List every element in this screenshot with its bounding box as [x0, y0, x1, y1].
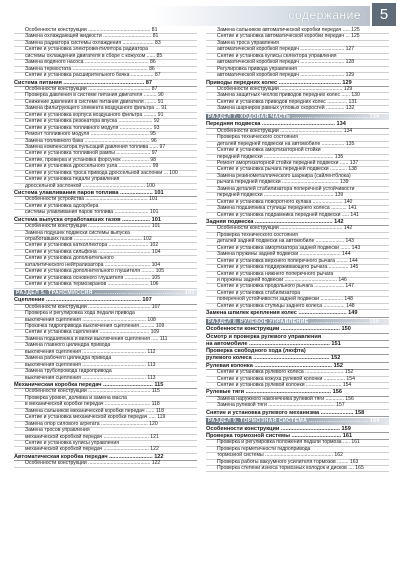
toc-chapter-entry: Рулевая колонка .................................................. 152: [206, 363, 389, 370]
toc-chapter-entry: на автомобиле .................................................... 151: [206, 341, 389, 348]
toc-entry: Особенности конструкции ............................................ 107: [14, 305, 197, 311]
toc-entry: Замена пружины задней подвески ............................. 144: [206, 252, 389, 258]
toc-entry: Снятие и установка расширительного бачка ................ 87: [14, 73, 197, 79]
toc-entry: Снятие, проверка и установка форсунок ................... 98: [14, 158, 197, 164]
toc-entry: Замена шарниров равных угловых скоростей ............. 132: [206, 106, 389, 112]
toc-entry: Особенности конструкции ............................................ 81: [14, 28, 197, 34]
toc-entry: Замена термостата ..................................................... 86: [14, 67, 197, 73]
toc-entry: механической коробкой передач ................................ 121: [14, 435, 197, 441]
section-heading: РАЗДЕЛ 9. ТОРМОЗНАЯ СИСТЕМА ................................ 159: [206, 418, 389, 425]
toc-entry: тормозной системы ................................................ 162: [206, 453, 389, 459]
toc-entry: Проверка уровня, доливка и замена масла: [14, 396, 197, 402]
toc-entry: Проверка степени износа тормозных колодок и дисков .... 165: [206, 466, 389, 472]
toc-entry: Снятие и установка ступицы заднего колеса ............... 148: [206, 304, 389, 310]
toc-entry: Снятие и установка топливной рампы ........................ 97: [14, 151, 197, 157]
toc-entry: Замена рулевой тяги ............................................... 157: [206, 403, 389, 409]
toc-entry: Снятие и установка продольного рычага ..................... 147: [206, 284, 389, 290]
toc-entry: Снятие и установка термоэкранов ............................. 106: [14, 282, 197, 288]
toc-entry: Особенности конструкции ............................................ 134: [206, 129, 389, 135]
toc-entry: передней подвески ................................................. 135: [206, 155, 389, 161]
toc-entry: Снятие и установка кожуха рулевой колонки ............... 154: [206, 377, 389, 383]
toc-entry: рычага передней подвески ........................................ 139: [206, 180, 389, 186]
toc-entry: Замена трубопровода гидропривода: [14, 369, 197, 375]
toc-entry: выключения сцепления ............................................. 112: [14, 350, 197, 356]
toc-entry: Снятие и установка дроссельного узла ....................... 99: [14, 164, 197, 170]
toc-entry: Замена водяного насоса ............................................. 86: [14, 60, 197, 66]
toc-entry: Проверка давления в системе питания двигателя ......... 90: [14, 93, 197, 99]
toc-chapter-entry: Система улавливания паров топлива ..................... 101: [14, 190, 197, 197]
toc-chapter-entry: Автоматическая коробка передач ............................ 122: [14, 454, 197, 461]
section-heading: РАЗДЕЛ 7. ХОДОВАЯ ЧАСТЬ ......................................... 134: [206, 114, 389, 121]
toc-chapter-entry: Особенности конструкции ...................................... 159: [206, 426, 389, 433]
toc-entry: Ремонт топливного модуля ......................................... 95: [14, 132, 197, 138]
toc-entry: Проверка и регулировка хода педали привода: [14, 311, 197, 317]
toc-entry: Замена защитных чехлов приводов передних колес ...... 130: [206, 93, 389, 99]
toc-right-column: [206, 28, 389, 472]
toc-entry: Проверка и регулировка положения педали тормоза ..... 161: [206, 440, 389, 446]
toc-entry: механической коробкой передач ................................ 122: [14, 447, 197, 453]
toc-entry: Замена сальников автоматической коробки передач ..... 125: [206, 28, 389, 34]
toc-entry: Снятие и установка катколлектора ............................ 102: [14, 243, 197, 249]
toc-entry: Прокачка гидропривода выключения сцепления .......... 109: [14, 324, 197, 330]
toc-entry: Ремонт амортизаторной стойки передней подвески ...... 137: [206, 161, 389, 167]
toc-chapter-entry: Особенности конструкции ...................................... 150: [206, 326, 389, 333]
toc-entry: Замена рабочего цилиндра привода: [14, 356, 197, 362]
toc-entry: Замена подшипника ступицы переднего колеса ........... 141: [206, 206, 389, 212]
toc-entry: поперечной устойчивости задней подвески ................ 148: [206, 297, 389, 303]
toc-chapter-entry: Проверка свободного хода (люфта): [206, 348, 389, 355]
toc-entry: каталитического нейтрализатора ................................ 104: [14, 263, 197, 269]
toc-entry: Проверка герметичности гидропривода: [206, 447, 389, 453]
toc-entry: Снятие и установка сцепления ................................... 109: [14, 330, 197, 336]
toc-entry: Снятие и установка поддерживающего рычага .............. 145: [206, 265, 389, 271]
toc-chapter-entry: Замена шпилек крепления колес ............................... 149: [206, 310, 389, 317]
toc-chapter-entry: Проверка тормозной системы ................................ 161: [206, 433, 389, 440]
toc-entry: Особенности конструкции ............................................ 101: [14, 224, 197, 230]
toc-entry: Замена наружного наконечника рулевой тяги ............. 156: [206, 397, 389, 403]
toc-entry: Особенности конструкции ............................................ 115: [14, 389, 197, 395]
toc-entry: деталей задней подвески на автомобиле .................... 143: [206, 239, 389, 245]
toc-entry: Замена радиатора системы охлаждения ...................... 83: [14, 41, 197, 47]
toc-entry: Снятие и установка верхнего поперечного рычага ........ 144: [206, 259, 389, 265]
toc-entry: Снятие и установка рулевого колеса ........................... 152: [206, 370, 389, 376]
toc-entry: Проверка технического состояния: [206, 135, 389, 141]
toc-entry: Снятие и установка резонатора впуска ........................ 92: [14, 119, 197, 125]
toc-chapter-entry: Система питания .................................................... 87: [14, 80, 197, 87]
section-heading: РАЗДЕЛ 5. ТРАНСМИССИЯ ................................................ 107: [14, 290, 197, 297]
toc-entry: Снятие и установка нижнего поперечного рычага: [206, 272, 389, 278]
toc-chapter-entry: Осмотр и проверка рулевого управления: [206, 334, 389, 341]
toc-entry: системы улавливания паров топлива ........................ 101: [14, 210, 197, 216]
toc-entry: Снятие и установка кулисы селектора управления: [206, 54, 389, 60]
toc-entry: Снятие и установка корпуса воздушного фильтра ......... 91: [14, 113, 197, 119]
toc-entry: Снятие и установка поворотного кулака ..................... 140: [206, 200, 389, 206]
toc-entry: Снятие и установка основного глушителя .................. 105: [14, 276, 197, 282]
toc-entry: автоматической коробкой передач ............................... 128: [206, 60, 389, 66]
toc-entry: Снятие и установка приводов передних колес .............. 131: [206, 100, 389, 106]
toc-entry: Снятие и установка электровентилятора радиатора: [14, 47, 197, 53]
toc-entry: Снятие и установка дополнительного глушителя ......... 105: [14, 269, 197, 275]
toc-entry: выключения сцепления ............................................. 108: [14, 318, 197, 324]
toc-entry: Замена опор силового агрегата ................................. 120: [14, 422, 197, 428]
toc-entry: Снятие и установка стабилизатора: [206, 291, 389, 297]
toc-entry: Снятие и установка автоматической коробки передач ... 125: [206, 34, 389, 40]
toc-entry: Замена деталей стабилизатора поперечной устойчивости: [206, 187, 389, 193]
toc-entry: Снятие и установка адсорбера: [14, 204, 197, 210]
toc-entry: в механической коробке передач ................................ 118: [14, 402, 197, 408]
toc-chapter-entry: Рулевые тяги ....................................................... 156: [206, 389, 389, 396]
toc-entry: дроссельной заслонкой ............................................ 100: [14, 184, 197, 190]
toc-chapter-entry: Механическая коробка передач ................................ 115: [14, 382, 197, 389]
toc-entry: Особенности конструкции ............................................ 142: [206, 226, 389, 232]
toc-entry: Снятие и установка амортизатора задней подвески ....... 143: [206, 246, 389, 252]
toc-entry: Снижение давления в системе питания двигателя ........ 91: [14, 100, 197, 106]
toc-entry: выключения сцепления ............................................. 113: [14, 363, 197, 369]
toc-entry: и пружины задней подвески ..................................... 146: [206, 278, 389, 284]
toc-entry: Снятие и установка кулисы управления: [14, 441, 197, 447]
toc-entry: Проверка работы вакуумного усилителя тормозов ........ 163: [206, 460, 389, 466]
toc-entry: Снятие и установка подрамника передней подвески ..... 141: [206, 213, 389, 219]
toc-entry: Замена резинометаллического шарнира (сайлентблока): [206, 174, 389, 180]
page-header: [0, 0, 409, 26]
page-number: 5: [372, 3, 396, 26]
toc-entry: Снятие и установка педали управления: [14, 177, 197, 183]
toc-chapter-entry: Задняя подвеска .................................................. 142: [206, 219, 389, 226]
toc-chapter-entry: рулевого колеса ................................................. 152: [206, 355, 389, 362]
toc-entry: Замена топливного бака .............................................. 96: [14, 139, 197, 145]
toc-entry: Замена фильтрующего элемента воздушного фильтра ... 91: [14, 106, 197, 112]
toc-entry: деталей передней подвески на автомобиле ................ 135: [206, 142, 389, 148]
toc-left-column: [14, 28, 197, 468]
toc-entry: Замена подушек подвески системы выпуска: [14, 231, 197, 237]
toc-entry: передней подвески ................................................. 139: [206, 193, 389, 199]
toc-entry: Проверка технического состояния: [206, 233, 389, 239]
toc-entry: системы охлаждения двигателя в сборе с кожухом ...... 85: [14, 54, 197, 60]
toc-entry: Регулировка привода управления: [206, 67, 389, 73]
page-title: содержание: [288, 8, 361, 22]
toc-entry: автоматической коробкой передач ............................... 127: [206, 47, 389, 53]
toc-entry: Особенности конструкции ............................................ 122: [14, 461, 197, 467]
toc-chapter-entry: Сцепление ............................................................. 107: [14, 297, 197, 304]
toc-chapter-entry: Передняя подвеска ............................................... 134: [206, 121, 389, 128]
toc-chapter-entry: Система выпуска отработавших газов .................. 101: [14, 217, 197, 224]
toc-entry: Снятие и установка рулевой колонки ......................... 154: [206, 383, 389, 389]
toc-entry: Особенности конструкции ............................................ 87: [14, 87, 197, 93]
toc-entry: отработавших газов ................................................ 102: [14, 237, 197, 243]
toc-entry: Снятие и установка сильфона ..................................... 104: [14, 250, 197, 256]
toc-chapter-entry: Снятие и установка рулевого механизма ..................... 158: [206, 410, 389, 417]
toc-entry: Замена компенсатора пульсаций давления топлива ...... 97: [14, 145, 197, 151]
toc-entry: Особенности устройства ............................................ 101: [14, 197, 197, 203]
toc-chapter-entry: Приводы передних колес ........................................ 129: [206, 80, 389, 87]
toc-entry: Снятие и установка дополнительного: [14, 256, 197, 262]
toc-entry: автоматической коробкой передач ............................... 129: [206, 73, 389, 79]
toc-entry: Снятие и установка механической коробки передач ..... 119: [14, 415, 197, 421]
toc-entry: Особенности конструкции ............................................ 129: [206, 87, 389, 93]
toc-entry: Замена охлаждающей жидкости .................................. 81: [14, 34, 197, 40]
toc-entry: Снятие и установка троса привода дроссельной заслонки ... 100: [14, 171, 197, 177]
toc-entry: выключения сцепления ............................................. 113: [14, 376, 197, 382]
toc-entry: Замена тросов управления: [14, 428, 197, 434]
toc-entry: Снятие и установка амортизаторной стойки: [206, 148, 389, 154]
toc-entry: Замена подшипника и вилки выключения сцепления ..... 111: [14, 337, 197, 343]
toc-entry: Замена главного цилиндра привода: [14, 343, 197, 349]
toc-entry: Замена сальников механической коробки передач ...... 118: [14, 409, 197, 415]
toc-entry: Замена троса управления: [206, 41, 389, 47]
toc-entry: Снятие и установка рычага передней подвески ............ 138: [206, 167, 389, 173]
toc-entry: Снятие и установка топливного модуля ....................... 93: [14, 126, 197, 132]
section-heading: РАЗДЕЛ 8. РУЛЕВОЕ УПРАВЛЕНИЕ ............................... 150: [206, 319, 389, 326]
